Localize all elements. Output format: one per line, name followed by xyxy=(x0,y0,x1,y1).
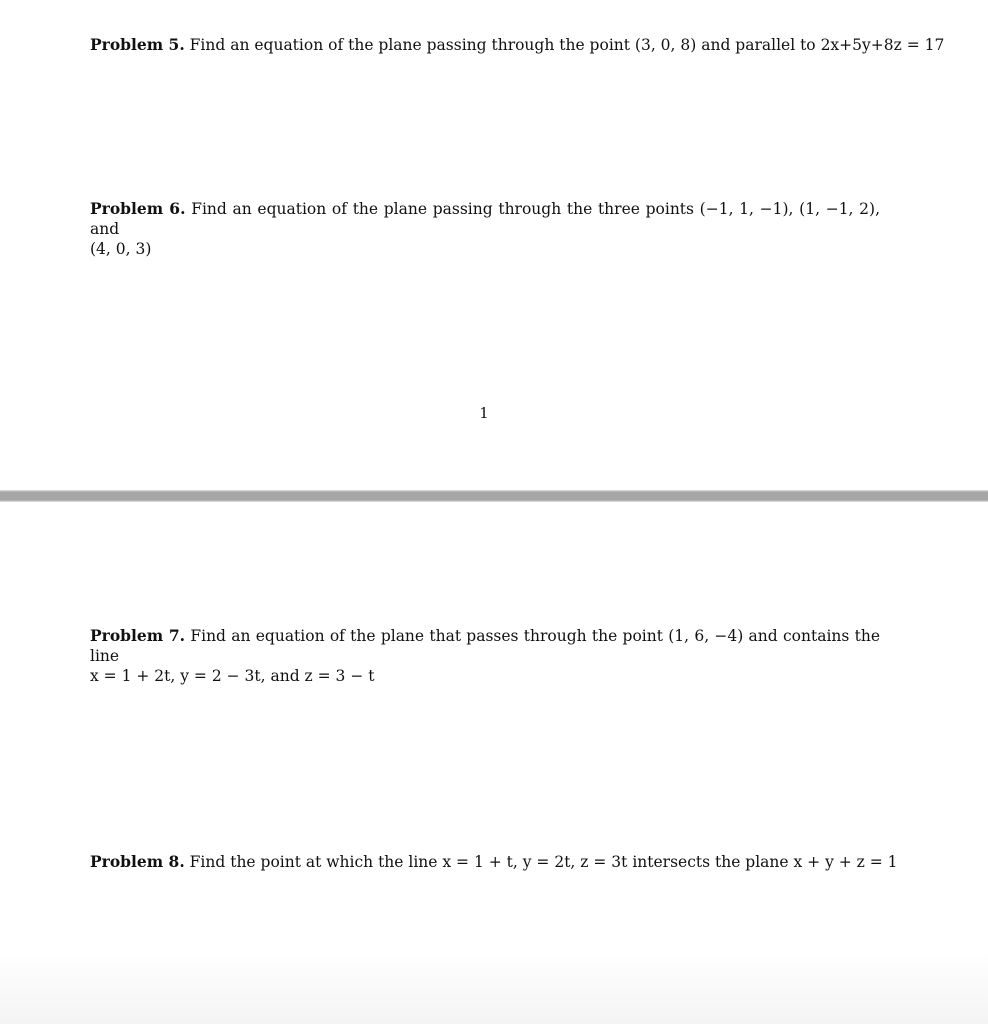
page-number: 1 xyxy=(479,404,489,422)
problem-5 xyxy=(90,35,945,55)
problem-8 xyxy=(90,852,898,872)
document-page-1 xyxy=(0,0,988,490)
problem-7-text-line-1: Find an equation of the plane that passes through the point (1, 6, −4) and contains the line xyxy=(90,627,880,665)
problem-6-line-1 xyxy=(90,199,880,239)
page-divider xyxy=(0,490,988,502)
problem-8-label: Problem 8. xyxy=(90,852,185,871)
problem-6-label: Problem 6. xyxy=(90,199,186,218)
document-page-2 xyxy=(0,502,988,1024)
problem-6-text-line-2: (4, 0, 3) xyxy=(90,240,152,258)
problem-5-label: Problem 5. xyxy=(90,35,185,54)
problem-5-text: Find an equation of the plane passing through the point (3, 0, 8) and parallel to 2x+5y+8z = 17 xyxy=(189,36,945,54)
problem-7-line-1 xyxy=(90,626,880,666)
bottom-fade xyxy=(0,954,988,1024)
problem-8-line-1 xyxy=(90,852,898,872)
problem-5-line-1 xyxy=(90,35,945,55)
problem-7 xyxy=(90,626,880,686)
problem-8-text: Find the point at which the line x = 1 + t, y = 2t, z = 3t intersects the plane x + y + z = 1 xyxy=(189,853,898,871)
problem-6 xyxy=(90,199,880,259)
problem-7-label: Problem 7. xyxy=(90,626,186,645)
problem-6-text-line-1: Find an equation of the plane passing through the three points (−1, 1, −1), (1, −1, 2), and xyxy=(90,200,881,238)
problem-7-text-line-2: x = 1 + 2t, y = 2 − 3t, and z = 3 − t xyxy=(90,667,375,685)
